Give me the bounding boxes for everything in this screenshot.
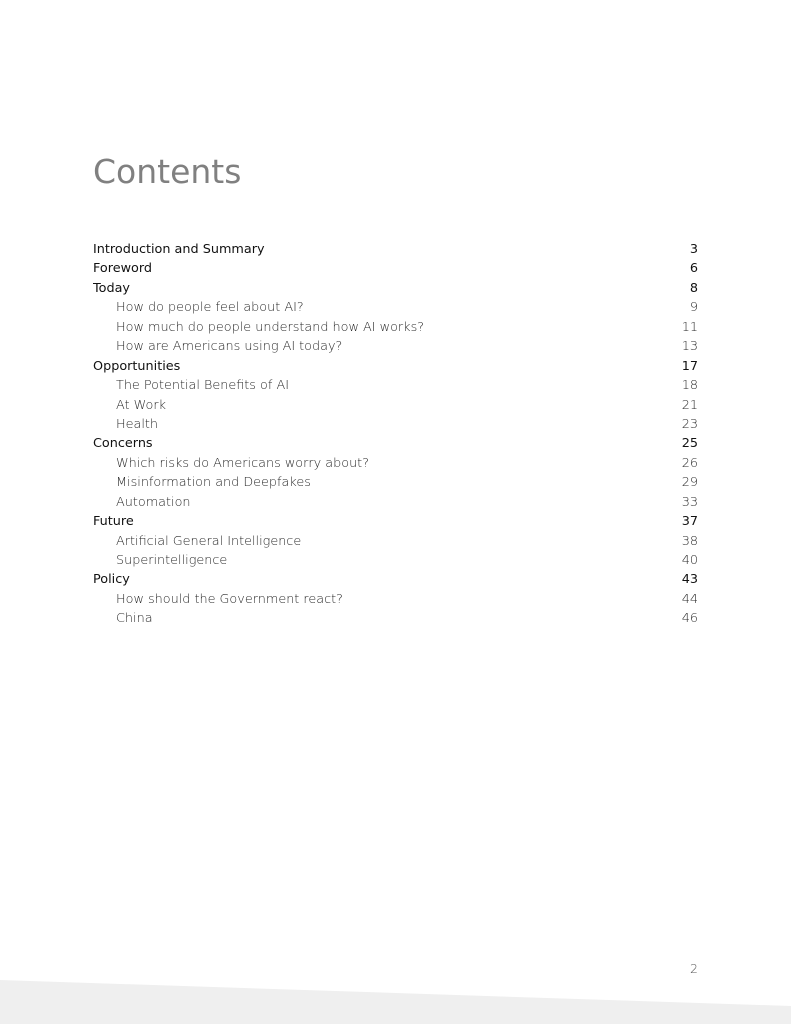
page-title: Contents [93,152,242,191]
toc-subentry[interactable] [93,396,698,415]
toc-entry-label: China [116,611,153,627]
toc-entry-page: 40 [681,553,698,568]
toc-subentry[interactable] [93,532,698,551]
toc-entry-label: At Work [116,397,167,413]
toc-entry-page: 21 [681,397,698,413]
toc-subentry[interactable] [93,493,698,512]
toc-entry-label: Which risks do Americans worry about? [116,455,369,471]
toc-subentry[interactable] [93,454,698,473]
toc-subentry[interactable] [93,298,698,317]
toc-entry-label: Today [93,280,131,296]
toc-entry-label: Foreword [93,261,153,277]
toc-entry-label: Introduction and Summary [93,242,265,257]
toc-entry[interactable] [93,570,698,589]
toc-entry-label: Automation [116,494,191,510]
toc-entry-page: 29 [681,475,698,491]
toc-subentry[interactable] [93,590,698,609]
toc-entry-label: How much do people understand how AI works? [116,319,425,335]
toc-entry[interactable] [93,512,698,531]
toc-entry-page: 3 [689,242,698,257]
page-number: 2 [690,961,698,976]
toc-entry-page: 23 [681,416,698,432]
toc-subentry[interactable] [93,609,698,628]
toc-entry-page: 13 [681,339,698,355]
toc-entry-page: 18 [681,378,698,394]
toc-entry-label: Artificial General Intelligence [116,533,302,549]
toc-entry-page: 17 [681,358,698,374]
toc-entry-page: 46 [681,611,698,627]
toc-entry-page: 8 [689,280,698,296]
toc-entry-page: 26 [681,455,698,471]
toc-entry-label: Opportunities [93,358,181,374]
toc-entry-page: 44 [681,591,698,607]
toc-subentry[interactable] [93,337,698,356]
toc-entry[interactable] [93,357,698,376]
toc-entry-page: 11 [681,319,698,335]
toc-entry-label: Health [116,416,159,432]
toc-entry-page: 38 [681,533,698,549]
toc-entry-page: 37 [681,514,698,530]
toc-entry-page: 25 [681,436,698,452]
bottom-band [0,980,791,1024]
toc-entry-page: 33 [681,494,698,510]
toc-subentry[interactable] [93,415,698,434]
toc-entry-label: How do people feel about AI? [116,300,304,316]
toc-entry-page: 6 [689,261,698,277]
toc-entry-label: Concerns [93,436,153,452]
toc-entry[interactable] [93,434,698,453]
toc-entry[interactable] [93,240,698,259]
toc-entry-label: How should the Government react? [116,591,343,607]
toc-entry[interactable] [93,279,698,298]
toc-subentry[interactable] [93,473,698,492]
toc-entry-label: How are Americans using AI today? [116,339,343,355]
toc-entry-label: Future [93,514,134,530]
table-of-contents [93,240,698,629]
toc-entry-page: 43 [681,572,698,588]
toc-entry-label: Policy [93,572,130,588]
toc-subentry[interactable] [93,551,698,570]
bottom-band-shape [0,980,791,1024]
toc-entry-label: Superintelligence [116,553,228,568]
toc-entry[interactable] [93,259,698,278]
toc-entry-label: Misinformation and Deepfakes [116,475,311,491]
toc-entry-label: The Potential Benefits of AI [116,378,289,394]
toc-subentry[interactable] [93,318,698,337]
toc-entry-page: 9 [689,300,698,316]
toc-subentry[interactable] [93,376,698,395]
